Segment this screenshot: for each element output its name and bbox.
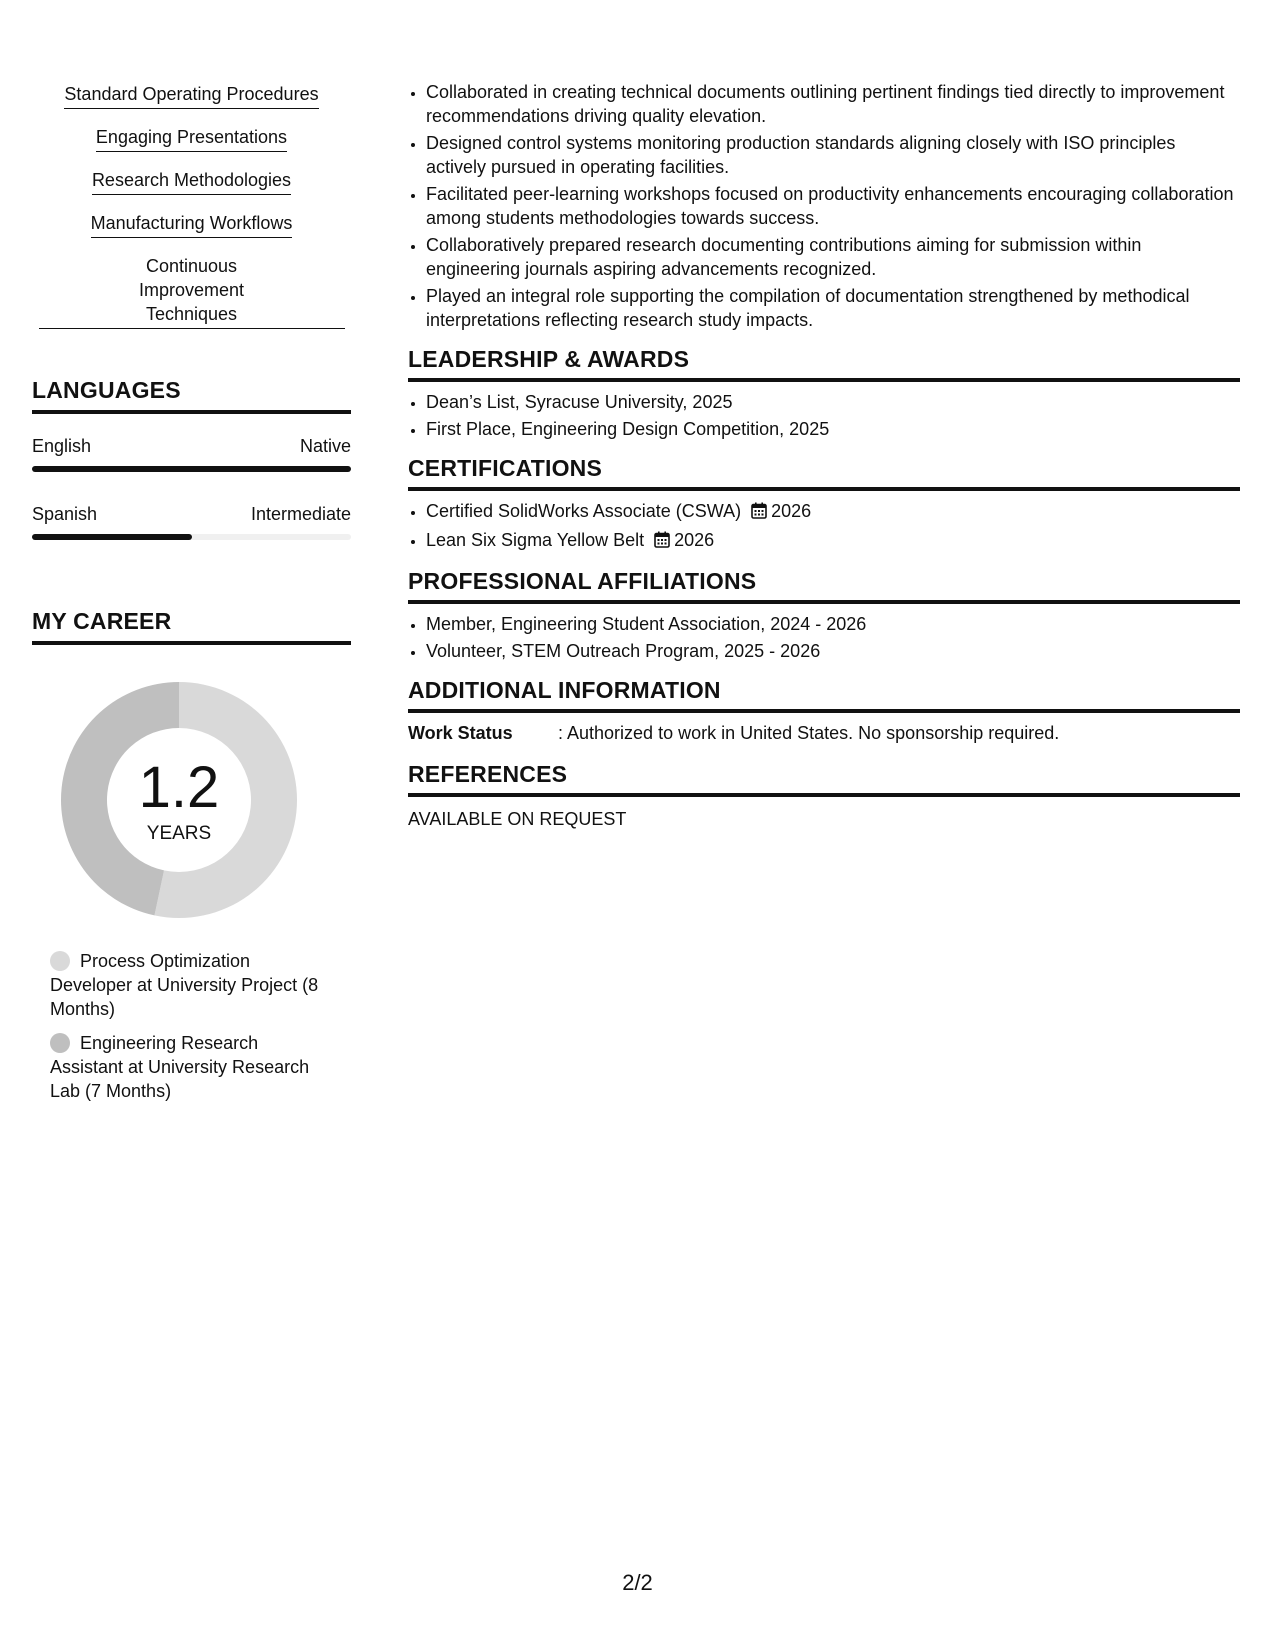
references-heading: REFERENCES <box>408 761 1240 797</box>
career-entry-label: Engineering Research Assistant at University Research Lab (7 Months) <box>50 1033 310 1101</box>
career-entry-label: Process Optimization Developer at University Project (8 Months) <box>50 951 319 1019</box>
additional-info-heading: ADDITIONAL INFORMATION <box>408 677 1240 713</box>
experience-bullet: • Designed control systems monitoring production standards aligning closely with ISO principles actively pursued in operating facilities. <box>426 131 1240 179</box>
skill-divider <box>39 328 345 329</box>
affiliation-item: • Member, Engineering Student Association, 2024 - 2026 <box>426 612 1240 636</box>
experience-bullet: • Facilitated peer-learning workshops focused on productivity enhancements encouraging collaboration among students methodologies towards success. <box>426 182 1240 230</box>
calendar-icon <box>654 530 670 554</box>
leadership-item: • Dean’s List, Syracuse University, 2025 <box>426 390 1240 414</box>
language-level: Native <box>299 436 351 456</box>
experience-bullets <box>408 80 1240 332</box>
language-proficiency-bar <box>32 534 351 540</box>
languages-section <box>32 377 351 540</box>
language-proficiency-bar <box>32 466 351 472</box>
experience-bullet: • Played an integral role supporting the compilation of documentation strengthened by methodical interpretations reflecting research study impacts. <box>426 284 1240 332</box>
certification-name: Certified SolidWorks Associate (CSWA) <box>426 501 742 521</box>
certification-year: 2026 <box>771 501 812 521</box>
skill-item: Engaging Presentations <box>96 125 287 152</box>
affiliation-item: • Volunteer, STEM Outreach Program, 2025 - 2026 <box>426 639 1240 663</box>
experience-bullet: • Collaborated in creating technical documents outlining pertinent findings tied directly to improvement recommendations driving quality elevation. <box>426 80 1240 128</box>
language-proficiency-fill <box>32 534 192 540</box>
language-name: English <box>32 436 92 456</box>
career-section <box>32 608 351 1103</box>
leadership-heading: LEADERSHIP & AWARDS <box>408 346 1240 382</box>
skill-item: Standard Operating Procedures <box>64 82 318 109</box>
work-status-value: : Authorized to work in United States. No sponsorship required. <box>558 723 1060 743</box>
skills-list <box>32 82 351 329</box>
affiliations-heading: PROFESSIONAL AFFILIATIONS <box>408 568 1240 604</box>
career-legend-item <box>50 1031 330 1103</box>
certification-year: 2026 <box>674 530 715 550</box>
career-legend <box>32 949 351 1103</box>
leadership-section <box>408 346 1240 441</box>
certifications-section <box>408 455 1240 554</box>
references-text: AVAILABLE ON REQUEST <box>408 809 627 829</box>
skill-item: Research Methodologies <box>92 168 291 195</box>
languages-heading: LANGUAGES <box>32 377 351 414</box>
language-proficiency-fill <box>32 466 351 472</box>
certification-name: Lean Six Sigma Yellow Belt <box>426 530 645 550</box>
calendar-icon <box>751 501 767 525</box>
certification-item <box>426 528 1240 554</box>
language-name: Spanish <box>32 504 98 524</box>
skill-item: Manufacturing Workflows <box>91 211 293 238</box>
language-level: Intermediate <box>250 504 351 524</box>
affiliations-section <box>408 568 1240 663</box>
experience-bullet: • Collaboratively prepared research documenting contributions aiming for submission within engineering journals aspiring advancements recognized. <box>426 233 1240 281</box>
career-donut-chart <box>56 677 302 923</box>
work-status-row <box>408 721 1240 745</box>
skill-item: Continuous Improvement Techniques <box>138 256 245 324</box>
language-entry <box>32 434 351 472</box>
additional-info-section <box>408 677 1240 745</box>
career-legend-item <box>50 949 330 1021</box>
language-entry <box>32 502 351 540</box>
career-heading: MY CAREER <box>32 608 351 645</box>
career-total-years: 1.2 <box>138 755 220 820</box>
references-section <box>408 761 1240 831</box>
work-status-label: Work Status <box>408 723 513 743</box>
certifications-heading: CERTIFICATIONS <box>408 455 1240 491</box>
legend-dot-icon <box>50 951 70 971</box>
legend-dot-icon <box>50 1033 70 1053</box>
certification-item <box>426 499 1240 525</box>
page-number: 2/2 <box>622 1570 653 1595</box>
leadership-item: • First Place, Engineering Design Competition, 2025 <box>426 417 1240 441</box>
left-column <box>32 82 351 1113</box>
right-column <box>408 80 1240 831</box>
career-unit: YEARS <box>146 823 212 844</box>
